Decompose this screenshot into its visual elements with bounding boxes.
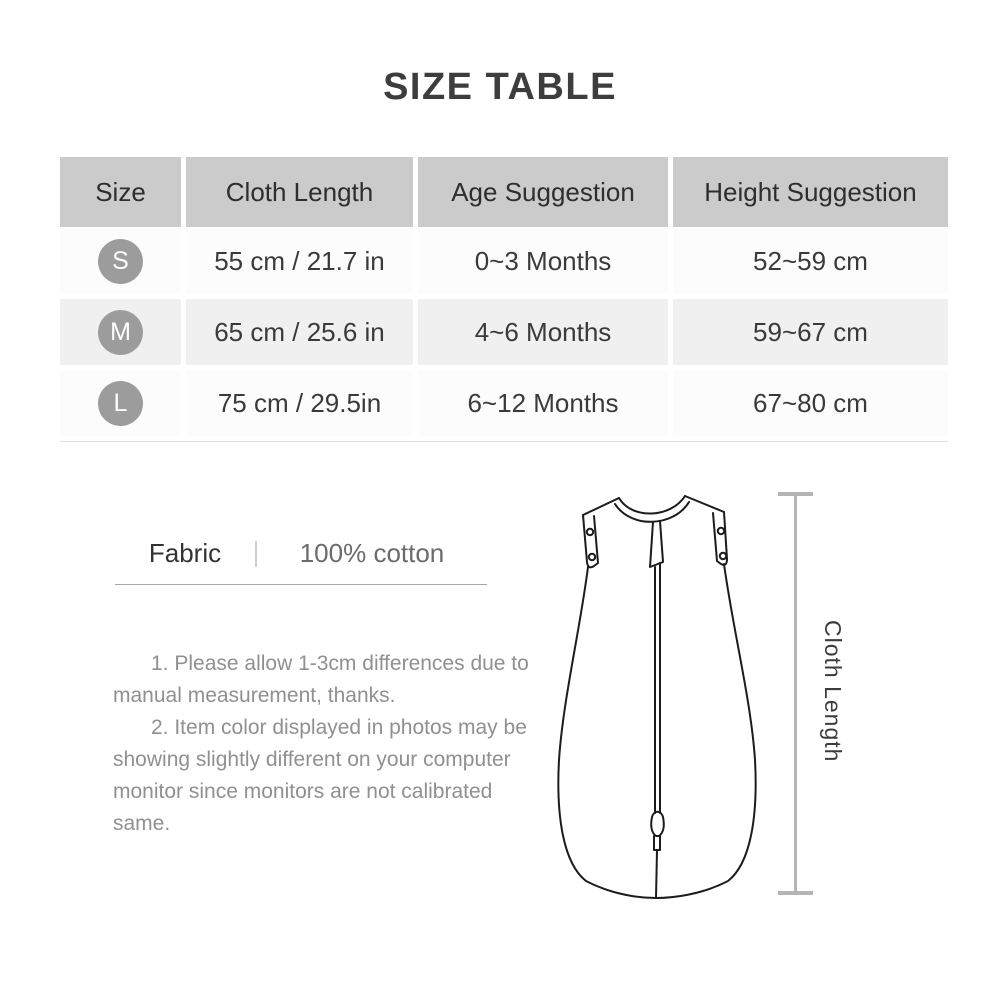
note-measurement: 1. Please allow 1-3cm differences due to manual measurement, thanks.: [113, 652, 529, 707]
header-cell-height-suggestion: Height Suggestion: [673, 157, 948, 227]
table-row-s-age-suggestion: 0~3 Months: [418, 228, 668, 294]
size-badge: M: [98, 310, 143, 355]
header-cell-cloth-length: Cloth Length: [186, 157, 413, 227]
table-row-s-height-suggestion: 52~59 cm: [673, 228, 948, 294]
note-color: 2. Item color displayed in photos may be showing slightly different on your computer monitor since monitors are not calibrated same.: [113, 716, 527, 835]
table-row-l-age-suggestion: 6~12 Months: [418, 370, 668, 436]
snap-button: [589, 554, 595, 560]
page-title: SIZE TABLE: [383, 66, 617, 108]
header-cell-size: Size: [60, 157, 181, 227]
shoulder-left-line: [583, 498, 619, 515]
fabric-label: Fabric: [148, 538, 222, 568]
snap-button: [718, 528, 724, 534]
body-left-outline: [558, 567, 656, 898]
cloth-length-measure-line: [778, 494, 813, 893]
table-row-l-height-suggestion: 67~80 cm: [673, 370, 948, 436]
zipper-bottom-line: [656, 850, 657, 898]
shoulder-right-line: [685, 496, 724, 512]
table-row-s-size-cell: [60, 228, 181, 294]
cloth-length-measure-label: Cloth Length: [820, 620, 846, 763]
sleep-sack-drawing: [540, 470, 950, 920]
snap-button: [720, 553, 726, 559]
collar-inner-arc: [619, 496, 685, 514]
body-right-outline: [656, 564, 756, 898]
zipper-pull: [651, 812, 664, 836]
table-row-l-size-cell: [60, 370, 181, 436]
snap-button: [587, 529, 593, 535]
table-row-m-age-suggestion: 4~6 Months: [418, 299, 668, 365]
fabric-section: [115, 538, 487, 585]
size-badge: L: [98, 381, 143, 426]
table-row-m-height-suggestion: 59~67 cm: [673, 299, 948, 365]
header-cell-age-suggestion: Age Suggestion: [418, 157, 668, 227]
zipper-placket: [650, 521, 663, 567]
table-row-m-size-cell: [60, 299, 181, 365]
table-bottom-divider: [60, 441, 948, 442]
size-badge: S: [98, 239, 143, 284]
table-row-l-cloth-length: 75 cm / 29.5in: [186, 370, 413, 436]
size-table: [60, 157, 948, 436]
zipper-pull-tail: [654, 836, 660, 850]
table-row-s-cloth-length: 55 cm / 21.7 in: [186, 228, 413, 294]
table-row-m-cloth-length: 65 cm / 25.6 in: [186, 299, 413, 365]
notes-block: [113, 648, 537, 840]
fabric-value: 100% cotton: [299, 538, 445, 568]
